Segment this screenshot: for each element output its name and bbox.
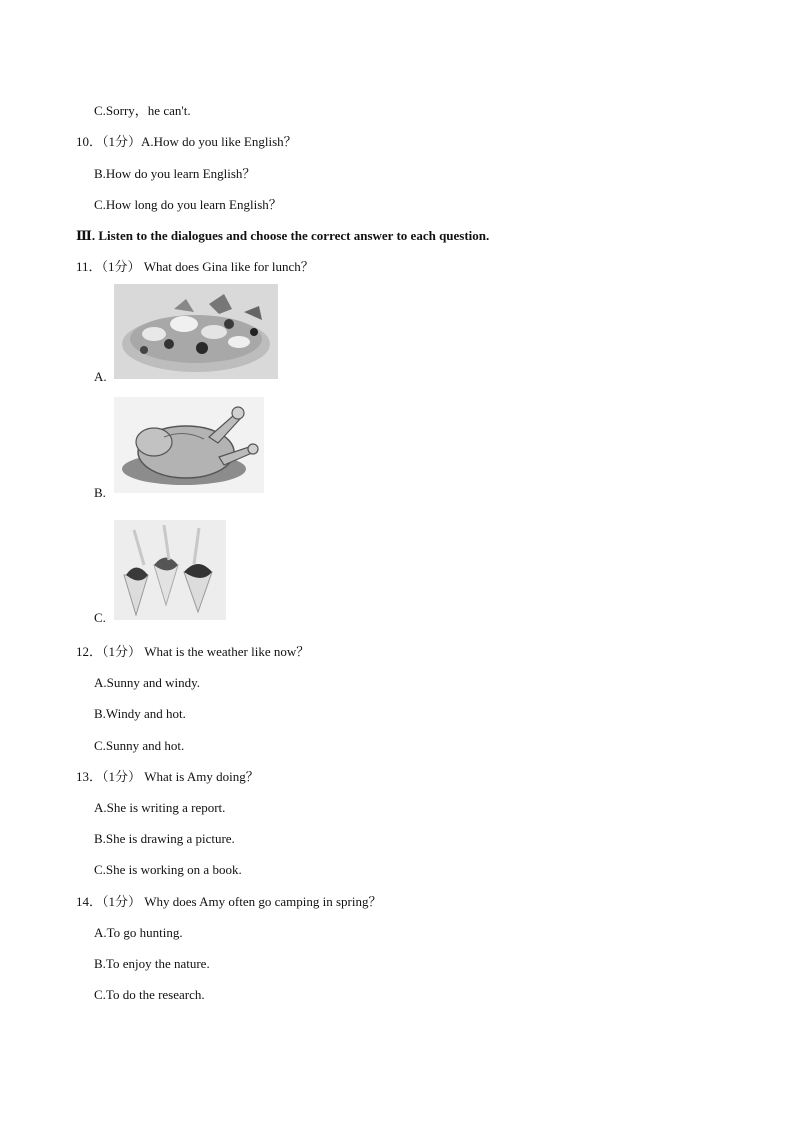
question-10-option-c: C.How long do you learn English？ [94, 197, 282, 212]
question-14-option-a: A.To go hunting. [94, 925, 183, 940]
question-10-option-b: B.How do you learn English？ [94, 166, 256, 181]
question-12-option-b: B.Windy and hot. [94, 706, 186, 721]
question-11-stem: 11．（1分） What does Gina like for lunch？ [76, 259, 314, 274]
question-13-option-c: C.She is working on a book. [94, 862, 242, 877]
question-14-option-c: C.To do the research. [94, 987, 205, 1002]
question-13-option-b: B.She is drawing a picture. [94, 831, 235, 846]
question-11-option-a-image [114, 284, 278, 379]
section-3-heading: Ⅲ. Listen to the dialogues and choose the correct answer to each question. [76, 228, 490, 243]
question-14-stem: 14．（1分） Why does Amy often go camping in spring？ [76, 894, 382, 909]
question-13-option-a: A.She is writing a report. [94, 800, 226, 815]
question-13-stem: 13．（1分） What is Amy doing？ [76, 769, 259, 784]
question-14-option-b: B.To enjoy the nature. [94, 956, 210, 971]
question-11-option-a-label: A. [94, 369, 107, 384]
question-11-option-c-label: C. [94, 610, 106, 625]
top-option-c: C.Sorry，he can't. [94, 103, 191, 118]
question-10-stem: 10．（1分）A.How do you like English？ [76, 134, 297, 149]
question-12-option-a: A.Sunny and windy. [94, 675, 201, 690]
question-12-option-c: C.Sunny and hot. [94, 738, 185, 753]
question-12-stem: 12．（1分） What is the weather like now？ [76, 644, 310, 659]
question-11-option-b-image [114, 397, 264, 493]
question-11-option-b-label: B. [94, 485, 106, 500]
question-11-option-c-image [114, 520, 226, 620]
